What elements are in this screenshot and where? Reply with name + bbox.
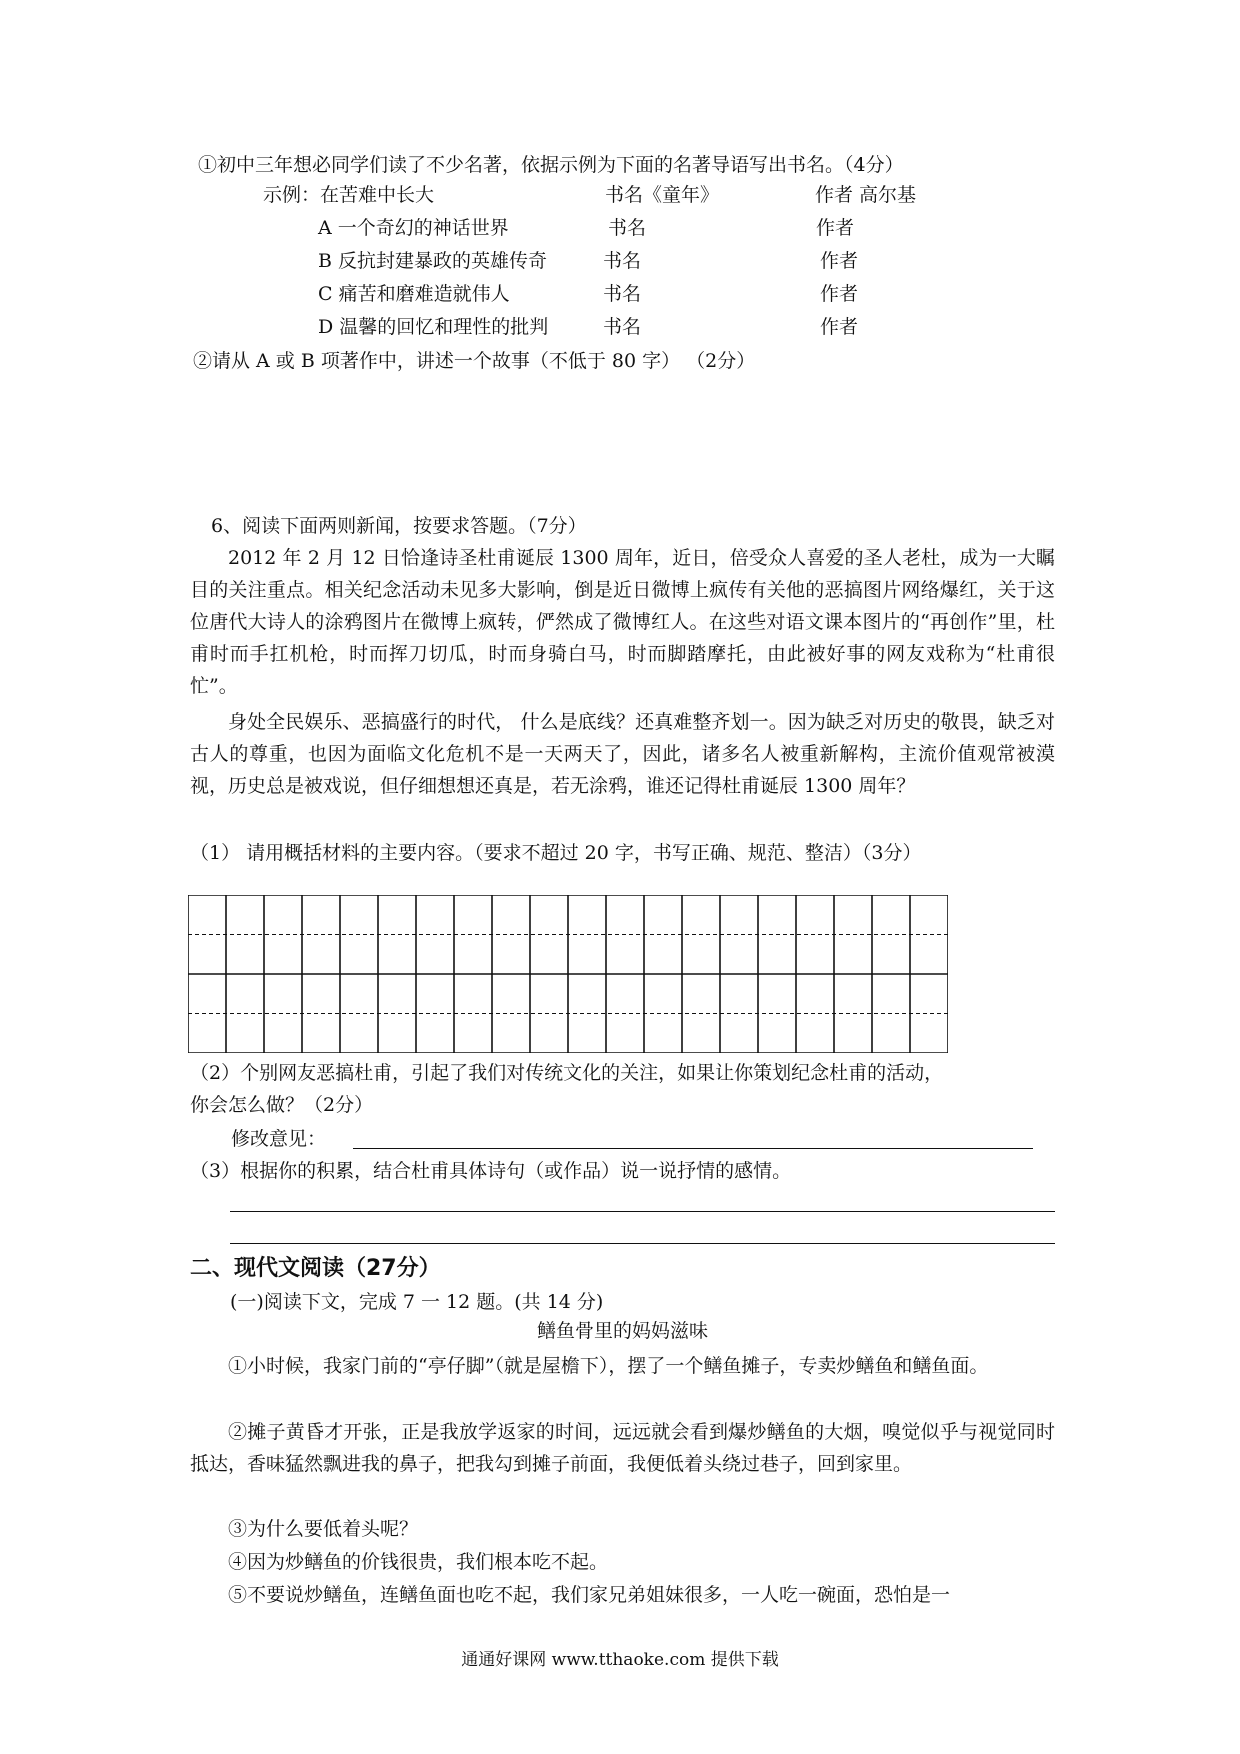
q5-book-label: 书名	[603, 316, 642, 338]
q5-intro: ①初中三年想必同学们读了不少名著，依据示例为下面的名著导语写出书名。（4分）	[198, 154, 904, 176]
q6-news-paragraph-1: 2012 年 2 月 12 日恰逢诗圣杜甫诞辰 1300 周年，近日，倍受众人喜爱的圣人老杜，成为一大瞩目的关注重点。相关纪念活动未见多大影响，倒是近日微博上疯传有关他的恶搞图片网络爆红，关于这位唐代大诗人的涂鸦图片在微博上疯转，俨然成了微博红人。在这些对语文课本图片的“再创作”里，杜甫时而手扛机枪，时而挥刀切瓜，时而身骑白马，时而脚踏摩托，由此被好事的网友戏称为“杜甫很忙”。	[190, 547, 1055, 697]
q5-book-label: 书名	[608, 217, 647, 239]
q5-author-label: 作者	[820, 250, 859, 272]
q5-item-text: A 一个奇幻的神话世界	[318, 217, 509, 239]
q5-item-a	[318, 213, 1018, 243]
q5-example-text: 示例：在苦难中长大	[263, 184, 435, 206]
q6-sub1-prompt: （1） 请用概括材料的主要内容。（要求不超过 20 字，书写正确、规范、整洁）（3分）	[190, 842, 922, 864]
q5-book-label: 书名	[603, 283, 642, 305]
q6-news-paragraph-2: 身处全民娱乐、恶搞盛行的时代， 什么是底线？还真难整齐划一。因为缺乏对历史的敬畏，缺乏对古人的尊重，也因为面临文化危机不是一天两天了，因此，诸多名人被重新解构，主流价值观常被漠视，历史总是被戏说，但仔细想想还真是，若无涂鸦，谁还记得杜甫诞辰 1300 周年？	[190, 711, 1055, 797]
section-subheading: (一)阅读下文，完成 7 一 12 题。(共 14 分)	[230, 1291, 604, 1313]
q5-item-text: C 痛苦和磨难造就伟人	[318, 283, 510, 305]
sub3-answer-line-1[interactable]	[230, 1211, 1055, 1212]
q5-item-b	[318, 246, 1018, 276]
footer-credit: 通通好课网 www.tthaoke.com 提供下载	[461, 1650, 779, 1670]
q5-story-prompt: ②请从 A 或 B 项著作中，讲述一个故事（不低于 80 字） （2分）	[193, 350, 756, 372]
q6-sub3-prompt: （3）根据你的积累，结合杜甫具体诗句（或作品）说一说抒情的感情。	[190, 1160, 792, 1182]
q5-example-author: 作者 高尔基	[815, 184, 917, 206]
q5-author-label: 作者	[816, 217, 855, 239]
answer-grid[interactable]	[188, 895, 948, 1053]
article-title: 鳝鱼骨里的妈妈滋味	[536, 1320, 708, 1342]
q5-item-c	[318, 279, 1018, 309]
article-paragraph-1: ①小时候，我家门前的“亭仔脚”（就是屋檐下），摆了一个鳝鱼摊子，专卖炒鳝鱼和鳝鱼面。	[228, 1355, 989, 1377]
q5-example-row	[263, 180, 1023, 210]
q5-author-label: 作者	[820, 316, 859, 338]
section-heading: 二、现代文阅读（27分）	[190, 1256, 441, 1281]
q5-book-label: 书名	[603, 250, 642, 272]
q5-item-text: B 反抗封建暴政的英雄传奇	[318, 250, 548, 272]
revise-label: 修改意见：	[231, 1128, 327, 1150]
sub3-answer-line-2[interactable]	[230, 1243, 1055, 1244]
q6-sub2-line1: （2）个别网友恶搞杜甫，引起了我们对传统文化的关注，如果让你策划纪念杜甫的活动，	[190, 1062, 944, 1084]
q5-author-label: 作者	[820, 283, 859, 305]
q6-sub2-line2: 你会怎么做？（2分）	[190, 1094, 374, 1116]
revise-answer-line[interactable]	[353, 1148, 1033, 1149]
q5-example-book: 书名《童年》	[605, 184, 720, 206]
article-paragraph-2: ②摊子黄昏才开张，正是我放学返家的时间，远远就会看到爆炒鳝鱼的大烟，嗅觉似乎与视觉同时抵达，香味猛然飘进我的鼻子，把我勾到摊子前面，我便低着头绕过巷子，回到家里。	[190, 1421, 1055, 1475]
article-paragraph-3: ③为什么要低着头呢？	[228, 1518, 419, 1540]
q6-title: 6、阅读下面两则新闻，按要求答题。（7分）	[211, 515, 587, 537]
q5-item-d	[318, 312, 1018, 342]
q5-item-text: D 温馨的回忆和理性的批判	[318, 316, 549, 338]
article-paragraph-4: ④因为炒鳝鱼的价钱很贵，我们根本吃不起。	[228, 1551, 609, 1573]
article-paragraph-5: ⑤不要说炒鳝鱼，连鳝鱼面也吃不起，我们家兄弟姐妹很多，一人吃一碗面，恐怕是一	[228, 1584, 951, 1606]
